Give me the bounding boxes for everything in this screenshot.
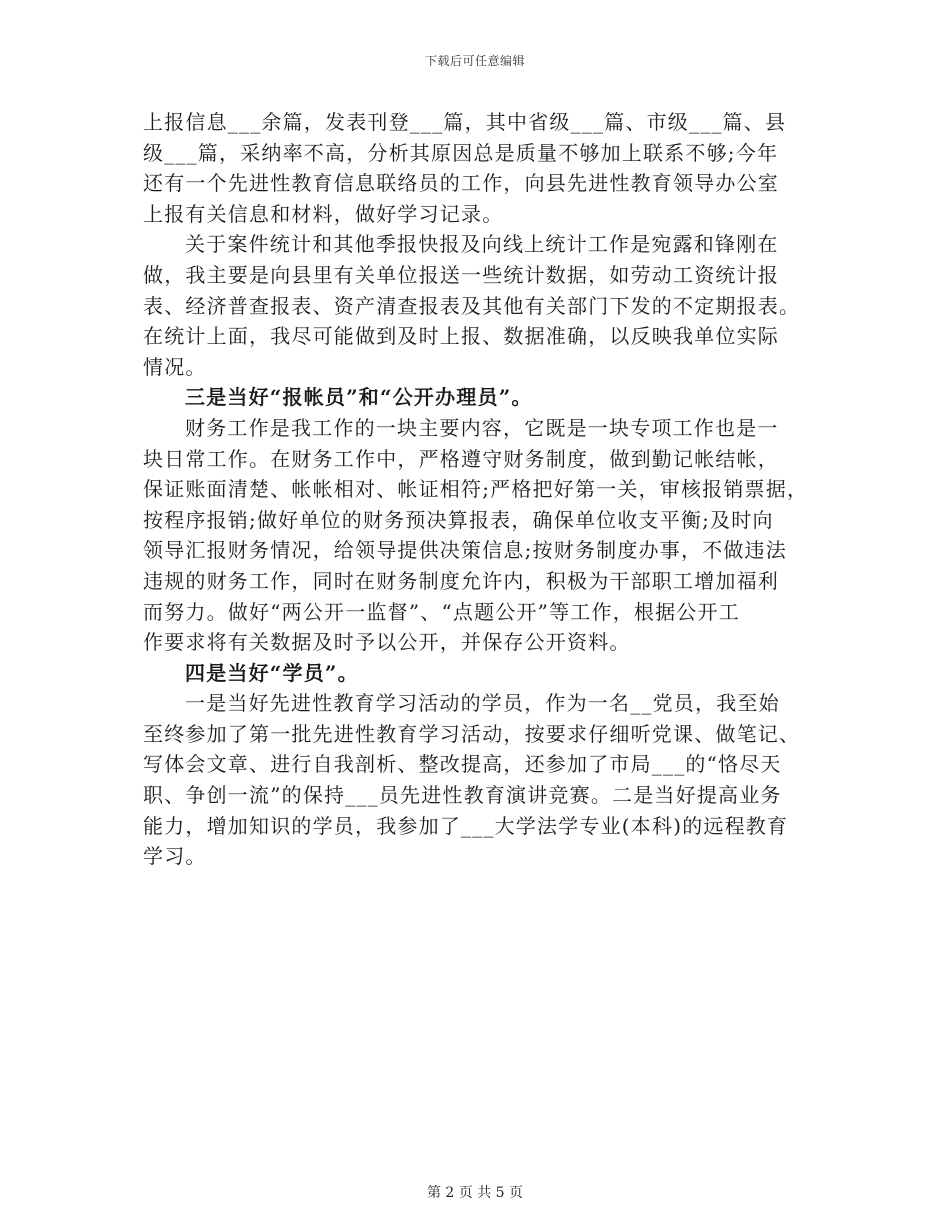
text-line: 违规的财务工作，同时在财务制度允许内，积极为干部职工增加福利 [143,568,779,593]
section-heading: 三是当好“报帐员”和“公开办理员”。 [185,385,533,410]
text-line: 在统计上面，我尽可能做到及时上报、数据准确，以反映我单位实际 [143,324,779,349]
text-line: 而努力。做好“两公开一监督”、“点题公开”等工作，根据公开工 [143,599,740,624]
text-line: 学习。 [143,844,207,869]
text-line: 按程序报销;做好单位的财务预决算报表，确保单位收支平衡;及时向 [143,507,774,532]
text-line: 能力，增加知识的学员，我参加了___大学法学专业(本科)的远程教育 [143,813,789,838]
text-line: 表、经济普查报表、资产清查报表及其他有关部门下发的不定期报表。 [143,293,801,318]
text-line: 领导汇报财务情况，给领导提供决策信息;按财务制度办事，不做违法 [143,538,787,563]
section-heading: 四是当好“学员”。 [185,660,359,685]
text-line: 块日常工作。在财务工作中，严格遵守财务制度，做到勤记帐结帐， [143,446,779,471]
text-line: 上报有关信息和材料，做好学习记录。 [143,201,504,226]
body-text [143,107,813,872]
page-footer: 第 2 页 共 5 页 [426,1185,524,1201]
paragraph-start: 财务工作是我工作的一块主要内容，它既是一块专项工作也是一 [185,415,779,440]
paragraph-start: 关于案件统计和其他季报快报及向线上统计工作是宛露和锋刚在 [185,232,779,257]
paragraph-start: 一是当好先进性教育学习活动的学员，作为一名__党员，我至始 [185,691,780,716]
text-line: 还有一个先进性教育信息联络员的工作，向县先进性教育领导办公室 [143,171,779,196]
text-line: 做，我主要是向县里有关单位报送一些统计数据，如劳动工资统计报 [143,262,779,287]
text-line: 保证账面清楚、帐帐相对、帐证相符;严格把好第一关，审核报销票据， [143,477,809,502]
text-line: 职、争创一流”的保持___员先进性教育演讲竞赛。二是当好提高业务 [143,783,782,808]
page-header: 下载后可任意编辑 [424,54,525,68]
text-line: 级___篇，采纳率不高，分析其原因总是质量不够加上联系不够;今年 [143,140,779,165]
text-line: 作要求将有关数据及时予以公开，并保存公开资料。 [143,630,631,655]
text-line: 情况。 [143,354,207,379]
text-line: 上报信息___余篇，发表刊登___篇，其中省级___篇、市级___篇、县 [143,110,787,134]
text-line: 写体会文章、进行自我剖析、整改提高，还参加了市局___的“恪尽天 [143,752,782,777]
text-line: 至终参加了第一批先进性教育学习活动，按要求仔细听党课、做笔记、 [143,721,801,746]
